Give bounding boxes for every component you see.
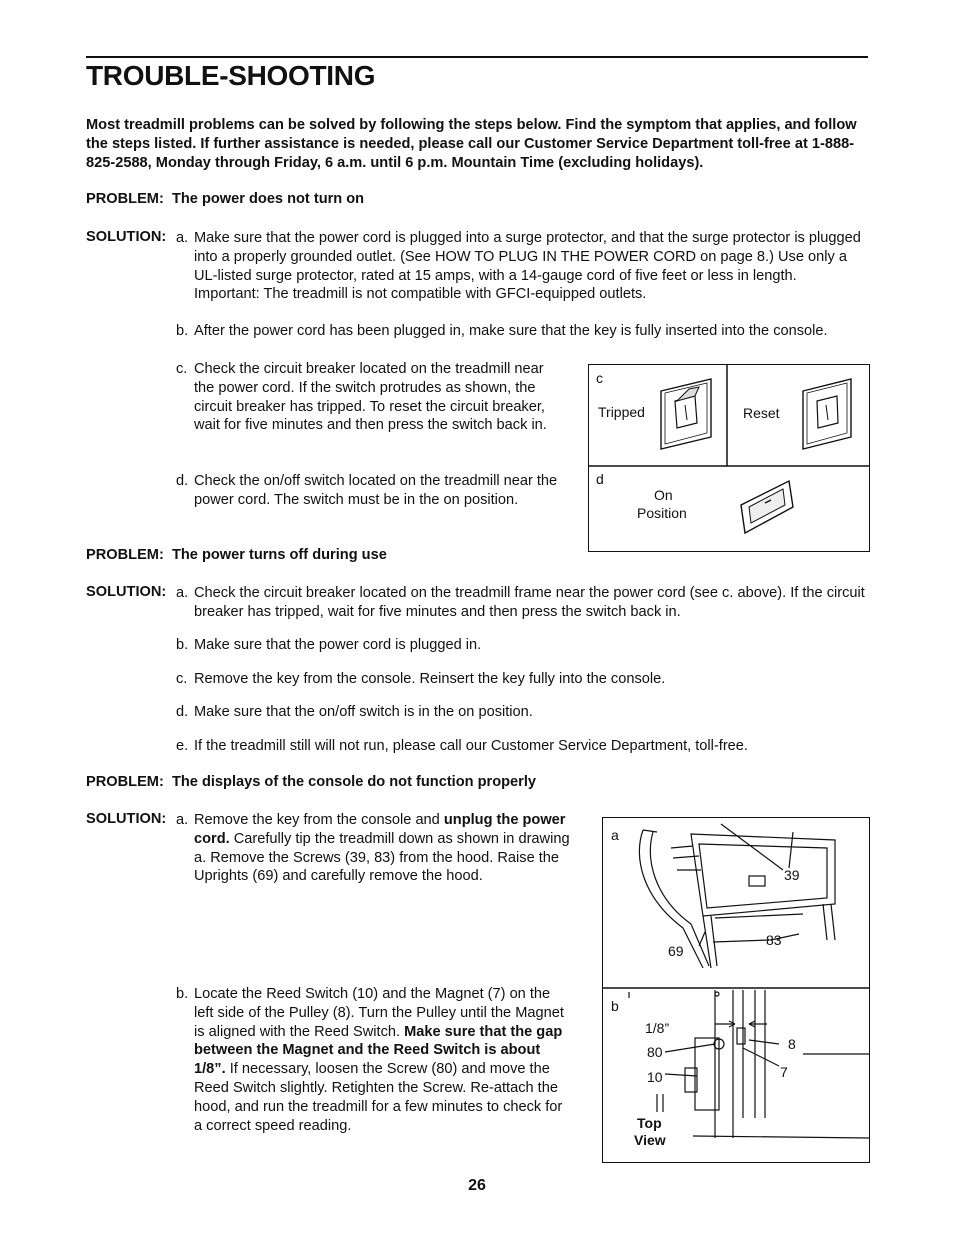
- intro-paragraph: Most treadmill problems can be solved by following the steps below. Find the symptom that applies, and follow the steps listed. If further assistance is needed, please call our Customer Service Department toll-free at 1-888-825-2588, Monday through Friday, 6 a.m. until 6 p.m. Mountain Time (excluding holidays).: [86, 117, 857, 171]
- solution-label-3: SOLUTION:: [86, 811, 167, 827]
- step-1a: a. Make sure that the power cord is plugged into a surge protector, and that the surge protector is plugged into a properly grounded outlet. (See HOW TO PLUG IN THE POWER CORD on page 8.) Use only a UL-listed surge protector, rated at 15 amps, with a 14-gauge cord of five feet or less in length. Important: The treadmill is not compatible with GFCI-equipped outlets.: [176, 230, 861, 303]
- step-1d: d. Check the on/off switch located on the treadmill near the power cord. The switch must be in the on position.: [176, 473, 558, 508]
- on-off-switch-icon: [741, 481, 793, 533]
- top-rule: [86, 56, 868, 58]
- view-label: View: [634, 1132, 666, 1148]
- step-3b: b. Locate the Reed Switch (10) and the Magnet (7) on the left side of the Pulley (8). Turn the Pulley until the Magnet is aligned with the Reed Switch. Make sure that the gap between the Magnet and the Reed Switch is about 1/8”. If necessary, loosen the Screw (80) and move the Reed Switch slightly. Retighten the Screw. Re-attach the hood, and run the treadmill for a few minutes to check for a correct speed reading.: [176, 986, 564, 1134]
- breaker-switch-drawing: [589, 365, 869, 551]
- solution-label-1: SOLUTION:: [86, 229, 167, 245]
- part-10-label: 10: [647, 1069, 663, 1085]
- figure-c-label: c: [596, 370, 603, 386]
- figure-breaker-switch: [588, 364, 870, 552]
- figure-a-label: a: [611, 827, 619, 843]
- top-label: Top: [637, 1115, 662, 1131]
- solution-label-2: SOLUTION:: [86, 584, 167, 600]
- position-label: Position: [637, 505, 687, 521]
- reset-breaker-icon: [803, 379, 851, 449]
- reset-label: Reset: [743, 405, 780, 421]
- step-3a: a. Remove the key from the console and unplug the power cord. Carefully tip the treadmill down as shown in drawing a. Remove the Screws (39, 83) from the hood. Raise the Uprights (69) and carefully remove the hood.: [176, 812, 570, 885]
- page-number: 26: [468, 1177, 486, 1194]
- step-2d: d. Make sure that the on/off switch is in the on position.: [176, 704, 533, 720]
- reed-switch-top-view: [629, 990, 869, 1138]
- step-2b: b. Make sure that the power cord is plugged in.: [176, 637, 482, 653]
- part-7-label: 7: [780, 1064, 788, 1080]
- problem-3: PROBLEM: The displays of the console do not function properly: [86, 774, 537, 790]
- figure-hood-reed-switch: [602, 817, 870, 1163]
- part-8-label: 8: [788, 1036, 796, 1052]
- figure-d-label: d: [596, 471, 604, 487]
- part-80-label: 80: [647, 1044, 663, 1060]
- step-2c: c. Remove the key from the console. Reinsert the key fully into the console.: [176, 671, 666, 687]
- page-title: TROUBLE-SHOOTING: [86, 60, 376, 91]
- figure-b-label: b: [611, 998, 619, 1014]
- problem-2: PROBLEM: The power turns off during use: [86, 547, 387, 563]
- part-39-label: 39: [784, 867, 800, 883]
- problem-1: PROBLEM: The power does not turn on: [86, 191, 365, 207]
- step-1b: b. After the power cord has been plugged in, make sure that the key is fully inserted into the console.: [176, 323, 828, 339]
- step-2a: a. Check the circuit breaker located on the treadmill frame near the power cord (see c. above). If the circuit breaker has tripped, wait for five minutes and then press the switch back in.: [176, 585, 865, 620]
- hood-reed-switch-drawing: [603, 818, 869, 1162]
- gap-label: 1/8”: [645, 1020, 670, 1036]
- step-1c: c. Check the circuit breaker located on the treadmill near the power cord. If the switch protrudes as shown, the circuit breaker has tripped. To reset the circuit breaker, wait for five minutes and then press the switch back in.: [176, 361, 547, 434]
- step-2e: e. If the treadmill still will not run, please call our Customer Service Department, toll-free.: [176, 738, 748, 754]
- part-83-label: 83: [766, 932, 782, 948]
- on-label: On: [654, 487, 673, 503]
- tripped-breaker-icon: [661, 379, 711, 449]
- part-69-label: 69: [668, 943, 684, 959]
- tripped-label: Tripped: [598, 404, 645, 420]
